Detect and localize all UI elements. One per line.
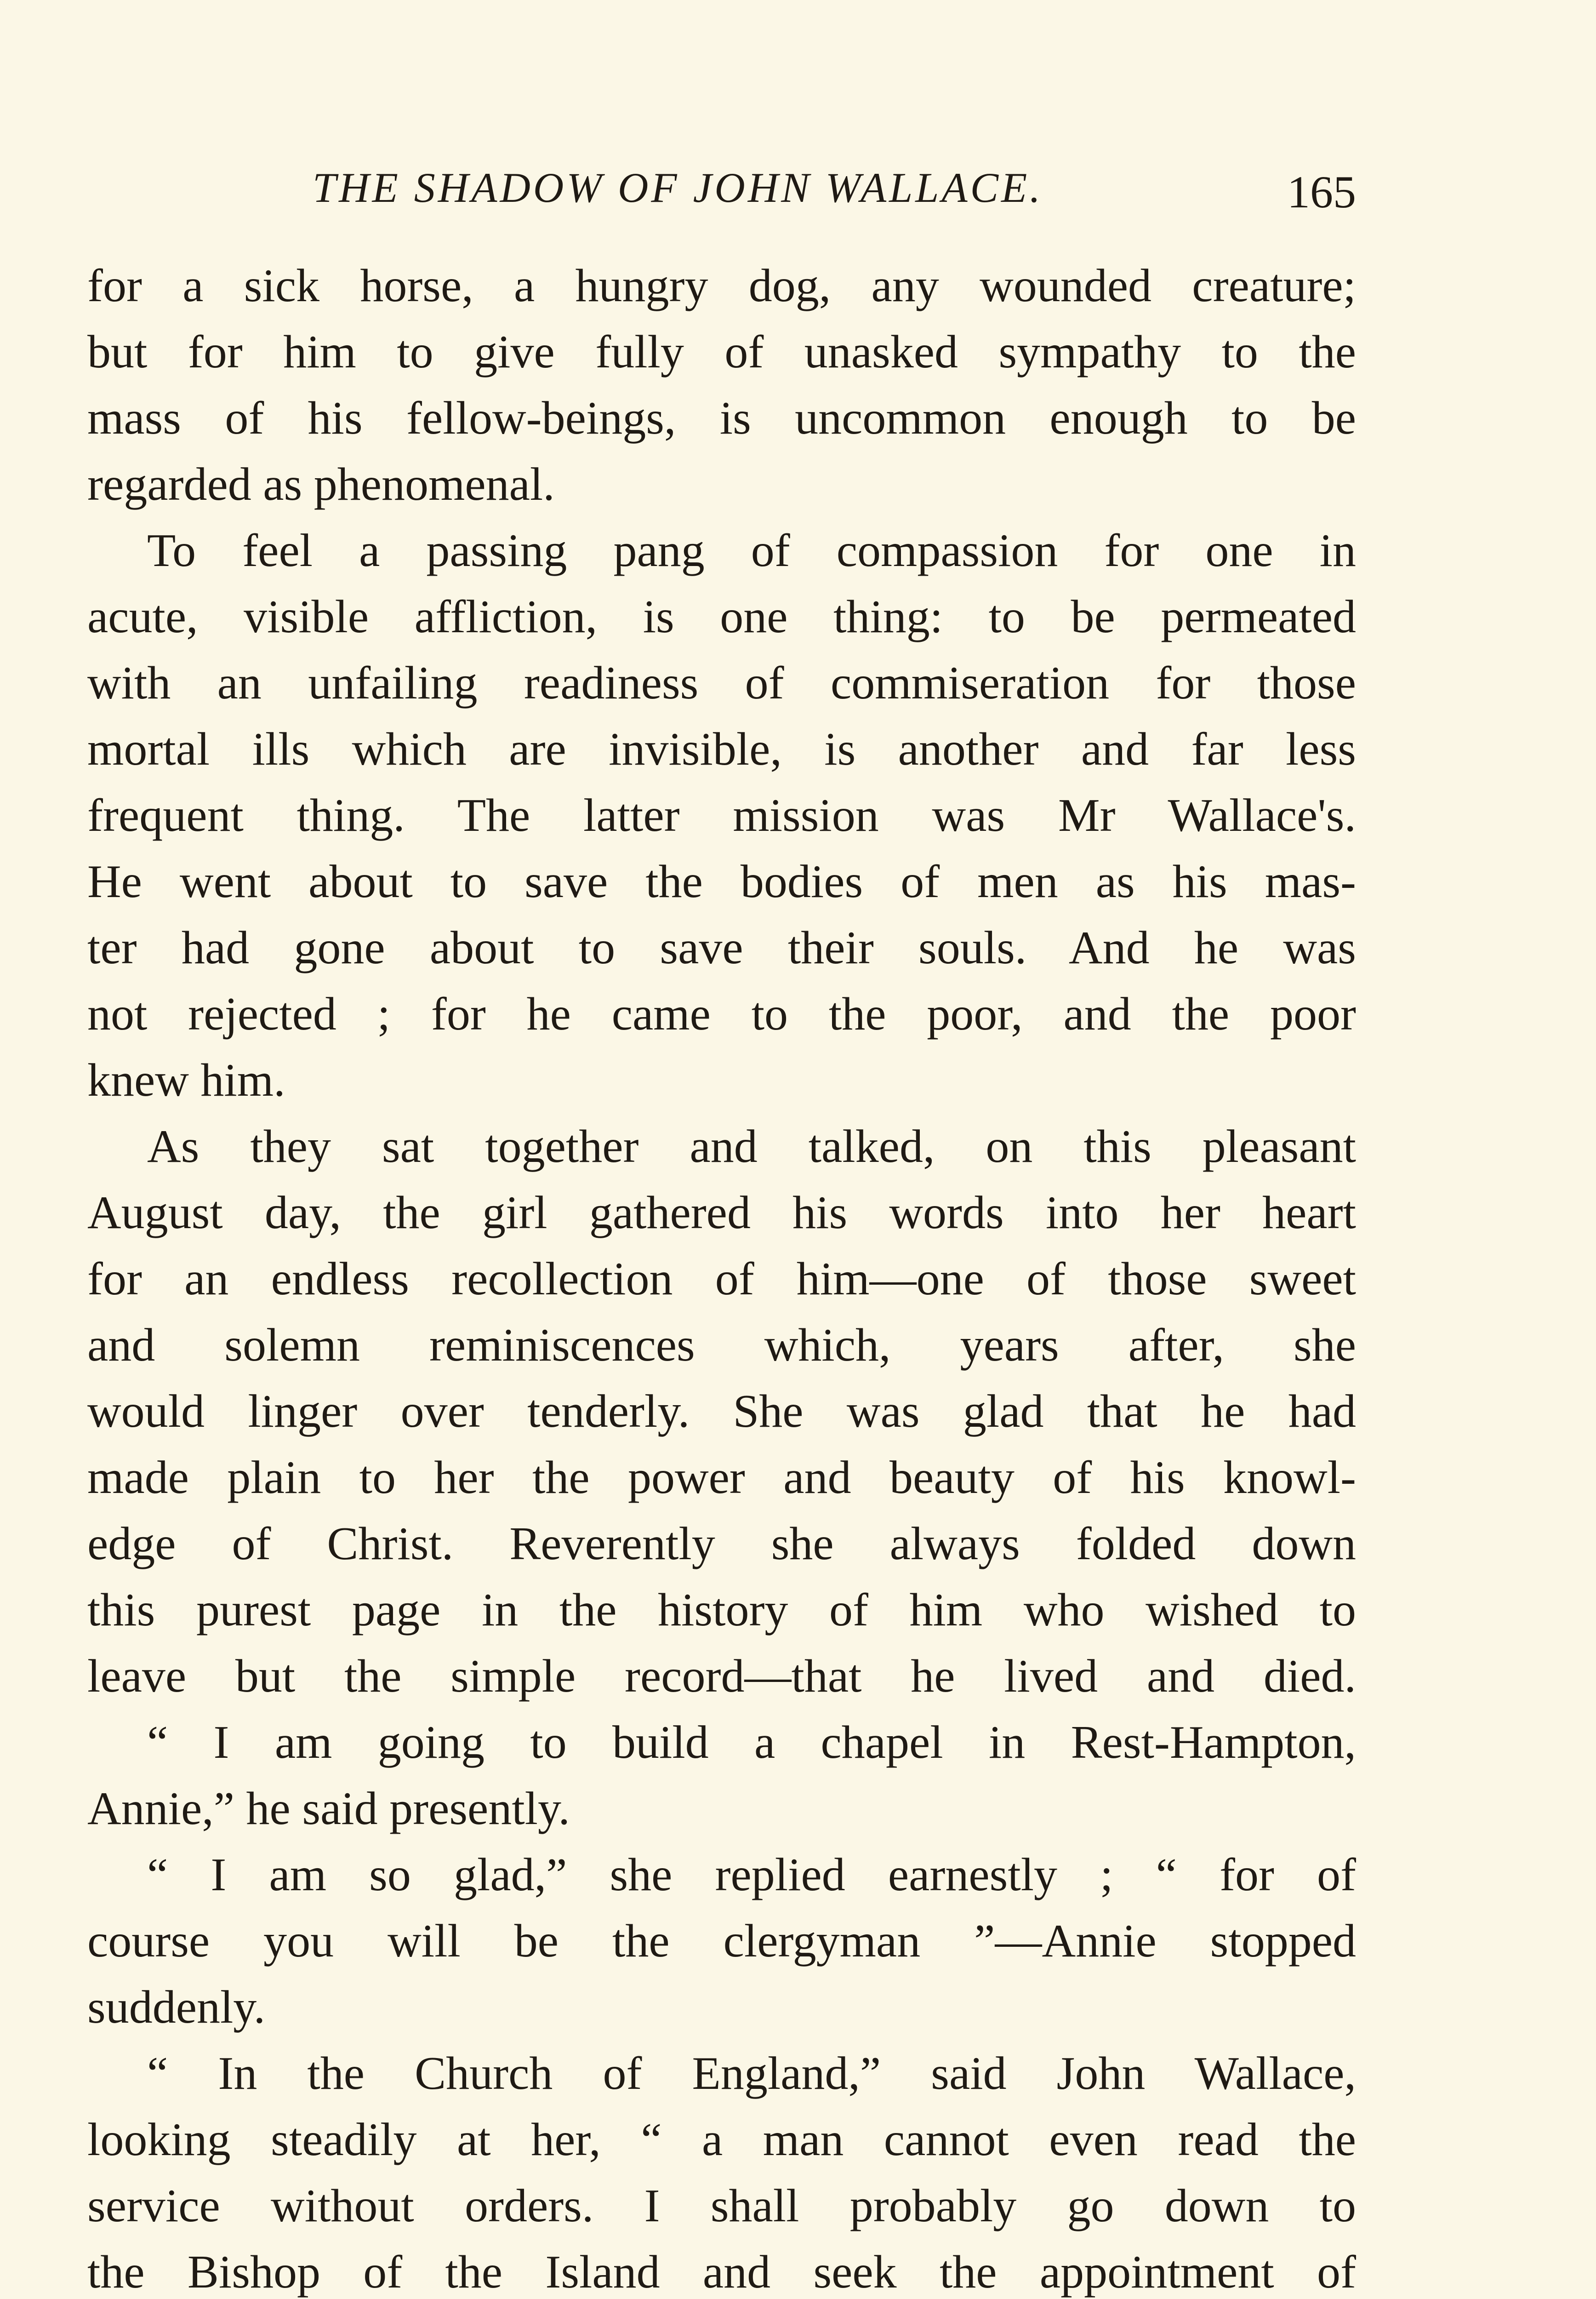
text-line: To feel a passing pang of compassion for one in (147, 525, 1356, 577)
text-line: “ I am so glad,” she replied earnestly ; “ for of (147, 1849, 1356, 1901)
text-line: with an unfailing readiness of commiseration for those (87, 657, 1356, 709)
text-line: He went about to save the bodies of men as his mas- (87, 856, 1356, 908)
text-line: course you will be the clergyman ”—Annie stopped (87, 1915, 1356, 1967)
text-line: for an endless recollection of him—one of those sweet (87, 1253, 1356, 1305)
text-line: August day, the girl gathered his words into her heart (87, 1187, 1356, 1239)
text-line: for a sick horse, a hungry dog, any wounded creature; (87, 260, 1356, 312)
text-line: knew him. (87, 1054, 285, 1106)
text-line: mass of his fellow-beings, is uncommon enough to be (87, 392, 1356, 444)
text-line: acute, visible affliction, is one thing: to be permeated (87, 591, 1356, 643)
page-number: 165 (1287, 166, 1356, 217)
text-line: would linger over tenderly. She was glad that he had (87, 1385, 1356, 1437)
running-title: THE SHADOW OF JOHN WALLACE. (313, 164, 1043, 211)
text-line: edge of Christ. Reverently she always folded down (87, 1518, 1356, 1570)
text-line: ter had gone about to save their souls. And he was (87, 922, 1356, 974)
text-line: leave but the simple record—that he lived and died. (87, 1650, 1356, 1702)
text-line: suddenly. (87, 1981, 266, 2033)
text-line: “ In the Church of England,” said John Wallace, (147, 2047, 1356, 2099)
text-line: looking steadily at her, “ a man cannot even read the (87, 2114, 1356, 2166)
text-line: service without orders. I shall probably go down to (87, 2180, 1356, 2232)
text-line: Annie,” he said presently. (87, 1783, 570, 1835)
text-line: and solemn reminiscences which, years after, she (87, 1319, 1356, 1371)
text-line: not rejected ; for he came to the poor, and the poor (87, 988, 1356, 1040)
text-line: this purest page in the history of him who wished to (87, 1584, 1356, 1636)
text-line: regarded as phenomenal. (87, 458, 555, 510)
body-text (87, 253, 1356, 2299)
text-line: the Bishop of the Island and seek the appointment of (87, 2246, 1356, 2298)
text-line: mortal ills which are invisible, is another and far less (87, 723, 1356, 775)
text-line: frequent thing. The latter mission was Mr Wallace's. (87, 789, 1356, 841)
text-line: but for him to give fully of unasked sympathy to the (87, 326, 1356, 378)
text-line: “ I am going to build a chapel in Rest-Hampton, (147, 1716, 1356, 1768)
text-line: As they sat together and talked, on this pleasant (147, 1121, 1356, 1172)
text-line: made plain to her the power and beauty of his knowl- (87, 1452, 1356, 1504)
